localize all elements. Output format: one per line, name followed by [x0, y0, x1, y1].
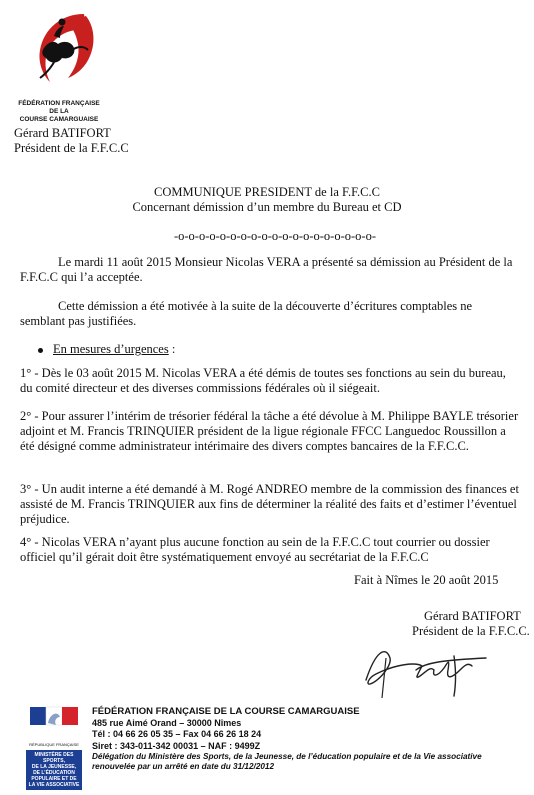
item-text: - Nicolas VERA n’ayant plus aucune fonction au sein de la F.F.C.C tout courrier ou dossier officiel qu’il gérait doit être systématiquement envoyé au secrétariat de la F.F.C.C — [20, 535, 490, 564]
footer-delegation-line-2: renouvelée par un arrêté en date du 31/12/2012 — [92, 762, 275, 771]
list-item — [20, 535, 520, 565]
republic-label: RÉPUBLIQUE FRANÇAISE — [29, 742, 79, 747]
ministry-line: DE L’ÉDUCATION — [33, 770, 75, 776]
item-number: 1° — [20, 366, 32, 380]
bullet-icon — [38, 348, 43, 353]
urgent-measures-colon: : — [168, 342, 176, 356]
bull-logo-icon — [14, 6, 104, 100]
ffcc-logo — [14, 6, 104, 100]
ministry-banner — [26, 750, 82, 790]
list-item — [20, 482, 520, 527]
footer-phone: Tél : 04 66 26 05 35 – Fax 04 66 26 18 24 — [92, 729, 262, 739]
closing-name: Gérard BATIFORT — [424, 609, 521, 623]
list-item — [20, 366, 520, 396]
closing-title: Président de la F.F.C.C. — [412, 624, 530, 638]
item-number: 3° — [20, 482, 32, 496]
paragraph-2: Cette démission a été motivée à la suite de la découverte d’écritures comptables ne semblant pas justifiées. — [20, 299, 473, 328]
item-text: - Dès le 03 août 2015 M. Nicolas VERA a été démis de toutes ses fonctions au sein du bureau, du comité directeur et des diverses commissions fédérales où il siégeait. — [20, 366, 506, 395]
org-name-line-2: DE LA — [49, 108, 69, 115]
urgent-measures-label: En mesures d’urgences — [53, 342, 169, 356]
ministry-logo — [26, 703, 82, 789]
header-signatory-name: Gérard BATIFORT — [14, 126, 111, 140]
header-signatory-title: Président de la F.F.C.C — [14, 141, 129, 155]
separator: -o-o-o-o-o-o-o-o-o-o-o-o-o-o-o-o-o-o-o- — [173, 229, 376, 243]
footer-address: 485 rue Aimé Orand – 30000 Nîmes — [92, 717, 242, 728]
footer-org-name: FÉDÉRATION FRANÇAISE DE LA COURSE CAMARGUAISE — [92, 706, 360, 717]
footer-siret: Siret : 343-011-342 00031 – NAF : 9499Z — [92, 740, 261, 751]
item-text: - Un audit interne a été demandé à M. Rogé ANDREO membre de la commission des finances et assisté de M. Francis TRINQUIER aux fins de déterminer la réalité des faits et d’estimer l’éventuel préjudice. — [20, 482, 519, 526]
footer-delegation-line-1: Délégation du Ministère des Sports, de la Jeunesse, de l’éducation populaire et de la Vie associative — [92, 752, 482, 761]
item-number: 4° — [20, 535, 32, 549]
document-subtitle: Concernant démission d’un membre du Bureau et CD — [132, 200, 402, 214]
org-name-line-3: COURSE CAMARGUAISE — [19, 116, 99, 123]
place-date: Fait à Nîmes le 20 août 2015 — [354, 573, 499, 587]
ministry-line: POPULAIRE ET DE — [31, 776, 77, 782]
item-text: - Pour assurer l’intérim de trésorier fédéral la tâche a été dévolue à M. Philippe BAYLE trésorier adjoint et M. Francis TRINQUIER président de la ligue régionale FFCC Languedoc Roussillon a été désigné comme administrateur intérimaire des divers comptes bancaires de la F.F.C.C. — [20, 409, 519, 453]
paragraph-1: Le mardi 11 août 2015 Monsieur Nicolas VERA a présenté sa démission au Président de la F.F.C.C qui l’a acceptée. — [20, 255, 513, 284]
signature-icon — [356, 640, 496, 700]
urgent-measures-heading — [38, 342, 534, 357]
list-item — [20, 409, 520, 454]
ministry-line: DE LA JEUNESSE, — [31, 764, 77, 770]
handwritten-signature — [356, 640, 496, 700]
document-title: COMMUNIQUE PRESIDENT de la F.F.C.C — [154, 185, 380, 199]
marianne-logo-icon — [26, 703, 82, 737]
org-name-line-1: FÉDÉRATION FRANÇAISE — [18, 100, 100, 107]
footer-info — [92, 706, 522, 772]
ministry-line: MINISTÈRE DES SPORTS, — [34, 752, 74, 764]
ministry-line: LA VIE ASSOCIATIVE — [28, 782, 80, 788]
item-number: 2° — [20, 409, 32, 423]
